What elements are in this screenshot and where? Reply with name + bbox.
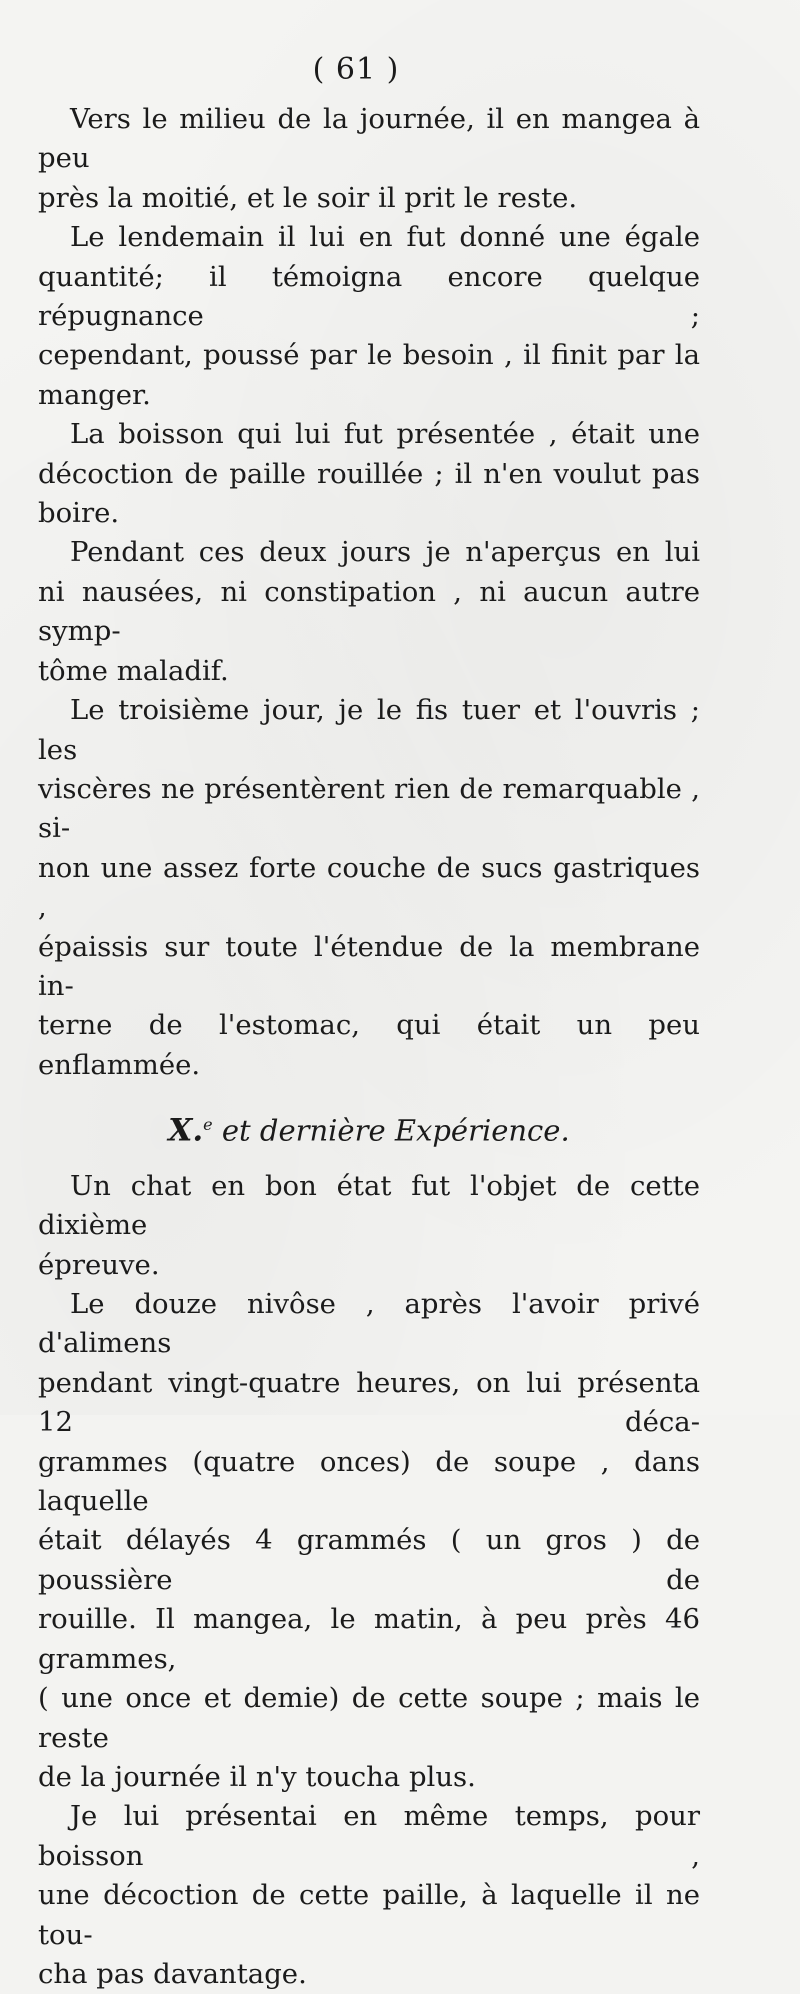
heading-numeral: X. xyxy=(168,1112,204,1149)
text-line: était délayés 4 grammés ( un gros ) de poussière de xyxy=(38,1524,700,1596)
text-line: manger. xyxy=(38,378,151,411)
heading-superscript: e xyxy=(203,1115,213,1135)
paragraph-5 xyxy=(38,691,700,1085)
text-line: pendant vingt-quatre heures, on lui présenta 12 déca- xyxy=(38,1366,700,1439)
paragraph-1 xyxy=(38,100,700,218)
text-line: Vers le milieu de la journée, il en mangea à peu xyxy=(38,103,700,175)
page-number: ( 61 ) xyxy=(312,52,400,87)
paragraph-2 xyxy=(38,218,700,415)
text-line: Le troisième jour, je le fis tuer et l'ouvris ; les xyxy=(38,694,700,766)
text-line: quantité; il témoigna encore quelque répugnance ; xyxy=(38,260,700,333)
text-line: décoction de paille rouillée ; il n'en voulut pas xyxy=(38,457,700,490)
paragraph-3 xyxy=(38,415,700,533)
text-line: Je lui présentai en même temps, pour boisson , xyxy=(38,1800,700,1872)
text-line: Le douze nivôse , après l'avoir privé d'alimens xyxy=(38,1288,700,1360)
body-text xyxy=(38,100,700,1994)
text-line: ( une once et demie) de cette soupe ; mais le reste xyxy=(38,1682,700,1754)
text-line: terne de l'estomac, qui était un peu enflammée. xyxy=(38,1009,700,1081)
text-line: La boisson qui lui fut présentée , était une xyxy=(70,418,700,451)
text-line: cependant, poussé par le besoin , il finit par la xyxy=(38,339,700,372)
text-line: grammes (quatre onces) de soupe , dans laquelle xyxy=(38,1445,700,1518)
text-line: une décoction de cette paille, à laquelle il ne tou- xyxy=(38,1879,700,1951)
text-line: Pendant ces deux jours je n'aperçus en lui xyxy=(70,536,700,569)
text-line: ni nausées, ni constipation , ni aucun autre symp- xyxy=(38,575,700,648)
text-line: viscères ne présentèrent rien de remarquable , si- xyxy=(38,772,700,845)
text-line: boire. xyxy=(38,497,120,530)
paragraph-4 xyxy=(38,533,700,691)
text-line: épaissis sur toute l'étendue de la membrane in- xyxy=(38,930,700,1002)
paragraph-6 xyxy=(38,1167,700,1285)
text-line: cha pas davantage. xyxy=(38,1957,307,1990)
text-line: près la moitié, et le soir il prit le reste. xyxy=(38,181,578,214)
text-line: tôme maladif. xyxy=(38,654,229,687)
paragraph-7 xyxy=(38,1285,700,1797)
text-line: rouille. Il mangea, le matin, à peu près 46 grammes, xyxy=(38,1603,700,1675)
paragraph-8 xyxy=(38,1797,700,1994)
text-line: épreuve. xyxy=(38,1248,160,1281)
text-line: non une assez forte couche de sucs gastriques , xyxy=(38,851,700,924)
section-heading xyxy=(38,1103,700,1153)
text-line: Un chat en bon état fut l'objet de cette dixième xyxy=(38,1169,700,1242)
text-line: de la journée il n'y toucha plus. xyxy=(38,1760,476,1793)
heading-title: et dernière Expérience. xyxy=(221,1113,570,1148)
text-line: Le lendemain il lui en fut donné une égale xyxy=(70,221,700,254)
